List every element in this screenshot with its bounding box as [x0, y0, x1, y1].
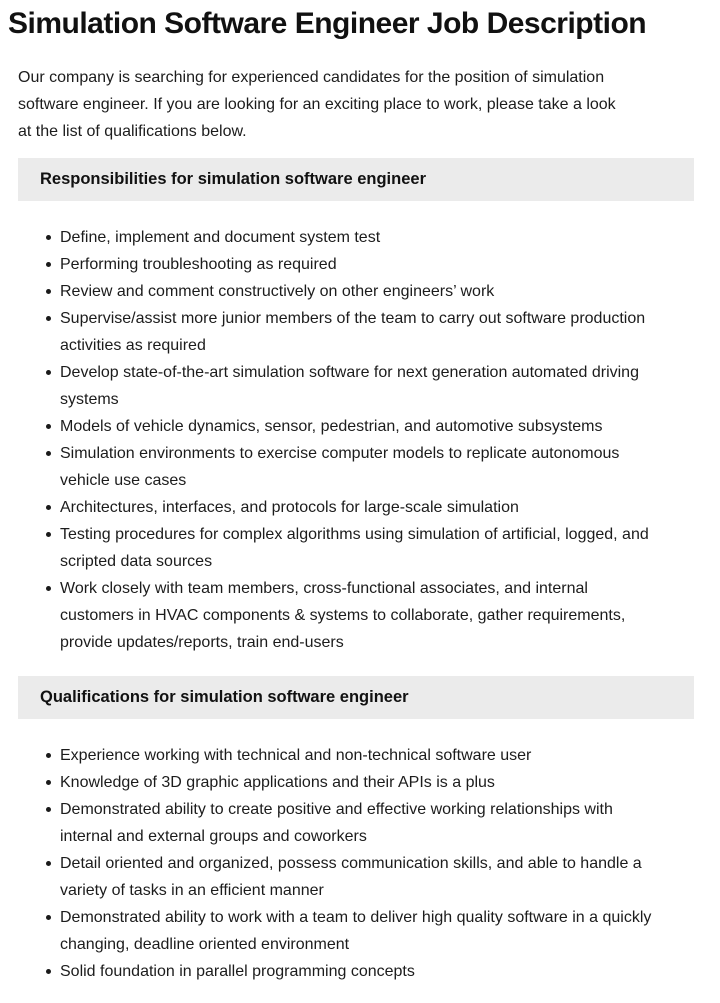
list-item: Models of vehicle dynamics, sensor, pedestrian, and automotive subsystems [60, 413, 660, 440]
list-item: Review and comment constructively on other engineers’ work [60, 278, 660, 305]
list-item: Architectures, interfaces, and protocols for large-scale simulation [60, 494, 660, 521]
list-item: Simulation environments to exercise computer models to replicate autonomous vehicle use cases [60, 440, 660, 494]
list-item: Supervise/assist more junior members of the team to carry out software production activities as required [60, 305, 660, 359]
page-title: Simulation Software Engineer Job Description [8, 7, 647, 40]
list-item: Demonstrated ability to create positive and effective working relationships with internal and external groups and coworkers [60, 796, 660, 850]
list-item: Detail oriented and organized, possess communication skills, and able to handle a variety of tasks in an efficient manner [60, 850, 660, 904]
list-item: Testing procedures for complex algorithms using simulation of artificial, logged, and scripted data sources [60, 521, 660, 575]
job-description-page [0, 5, 720, 1003]
responsibilities-list [0, 224, 720, 656]
list-item: Define, implement and document system test [60, 224, 660, 251]
list-item: Work closely with team members, cross-functional associates, and internal customers in HVAC components & systems to collaborate, gather requirements, provide updates/reports, train end-users [60, 575, 660, 656]
list-item: Performing troubleshooting as required [60, 251, 660, 278]
list-item: Demonstrated ability to work with a team to deliver high quality software in a quickly changing, deadline oriented environment [60, 904, 660, 958]
list-item: Knowledge of 3D graphic applications and their APIs is a plus [60, 769, 660, 796]
responsibilities-section-heading: Responsibilities for simulation software engineer [18, 158, 694, 201]
list-item: Develop state-of-the-art simulation software for next generation automated driving systems [60, 359, 660, 413]
qualifications-section-heading: Qualifications for simulation software engineer [18, 676, 694, 719]
list-item: Solid foundation in parallel programming concepts [60, 958, 660, 985]
list-item: Experience working with technical and non-technical software user [60, 742, 660, 769]
intro-paragraph: Our company is searching for experienced candidates for the position of simulation software engineer. If you are looking for an exciting place to work, please take a look at the list of qualifications below. [18, 69, 616, 140]
qualifications-list [0, 742, 720, 985]
